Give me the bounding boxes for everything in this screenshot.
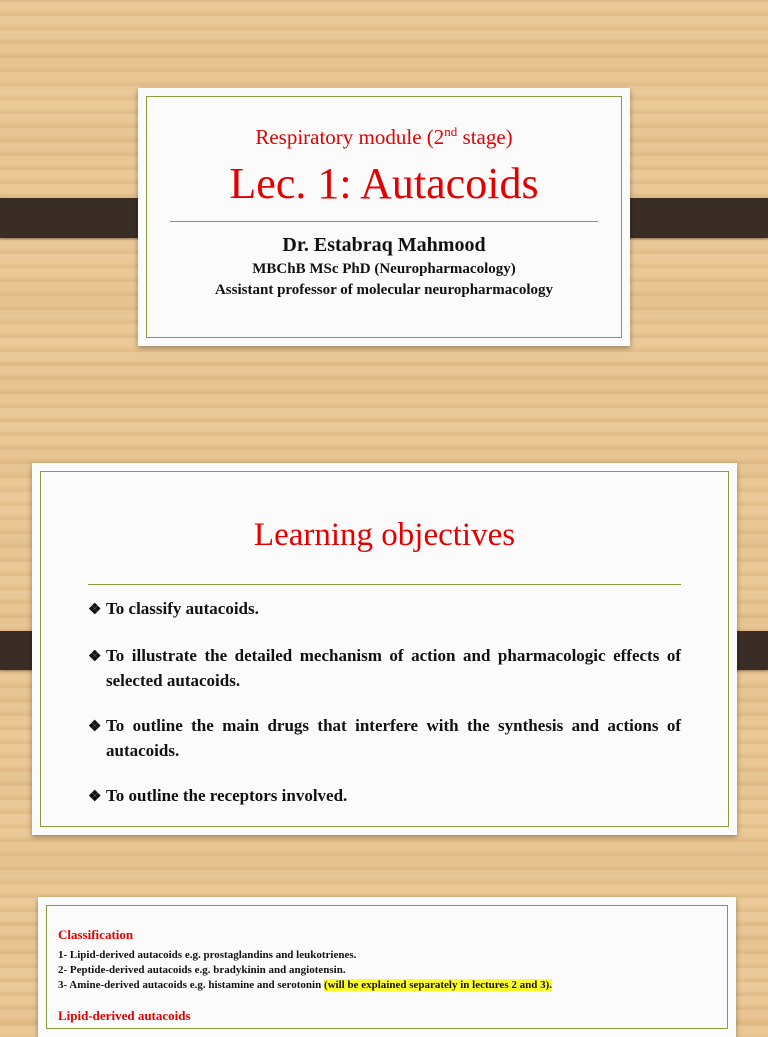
- classification-heading: Classification: [58, 927, 134, 942]
- objective-text: To classify autacoids.: [106, 599, 259, 618]
- classification-item-text: 3- Amine-derived autacoids e.g. histamine and serotonin: [58, 979, 324, 991]
- title-slide: [138, 88, 630, 346]
- diamond-bullet-icon: ❖: [88, 649, 102, 665]
- author-name: Dr. Estabraq Mahmood: [282, 234, 486, 256]
- objective-text: To illustrate the detailed mechanism of action and pharmacologic effects of selected autacoids.: [106, 646, 681, 690]
- objective-text: To outline the main drugs that interfere with the synthesis and actions of autacoids.: [106, 716, 681, 760]
- objective-item: [88, 597, 681, 622]
- lipid-autacoids-heading: Lipid-derived autacoids: [58, 1008, 191, 1023]
- title-divider: [170, 221, 598, 222]
- slide1-right-bar: [613, 198, 768, 238]
- objective-item: [88, 714, 681, 762]
- objectives-title: Learning objectives: [253, 517, 516, 553]
- diamond-bullet-icon: ❖: [88, 789, 102, 805]
- slide1-left-bar: [0, 198, 155, 238]
- objective-item: [88, 784, 681, 809]
- objective-text: To outline the receptors involved.: [106, 786, 348, 805]
- classification-slide: [38, 897, 736, 1037]
- objectives-list: [88, 597, 681, 831]
- highlighted-note: (will be explained separately in lectures 2 and 3).: [323, 979, 552, 991]
- author-degree: MBChB MSc PhD (Neuropharmacology): [252, 261, 516, 277]
- objectives-slide: [32, 463, 737, 835]
- classification-item: 1- Lipid-derived autacoids e.g. prostaglandins and leukotrienes.: [58, 949, 357, 961]
- classification-item: [58, 978, 716, 993]
- module-subtitle: [138, 124, 630, 150]
- objectives-divider: [88, 584, 681, 585]
- lecture-title: Lec. 1: Autacoids: [229, 159, 539, 208]
- objective-item: [88, 644, 681, 692]
- subtitle-superscript: nd: [444, 124, 458, 139]
- diamond-bullet-icon: ❖: [88, 602, 102, 618]
- diamond-bullet-icon: ❖: [88, 719, 102, 735]
- classification-body: [58, 927, 716, 1024]
- author-position: Assistant professor of molecular neuropharmacology: [214, 282, 554, 298]
- classification-item: 2- Peptide-derived autacoids e.g. bradykinin and angiotensin.: [58, 964, 346, 976]
- subtitle-text-end: stage): [457, 125, 513, 149]
- subtitle-text: Respiratory module (2: [255, 125, 445, 149]
